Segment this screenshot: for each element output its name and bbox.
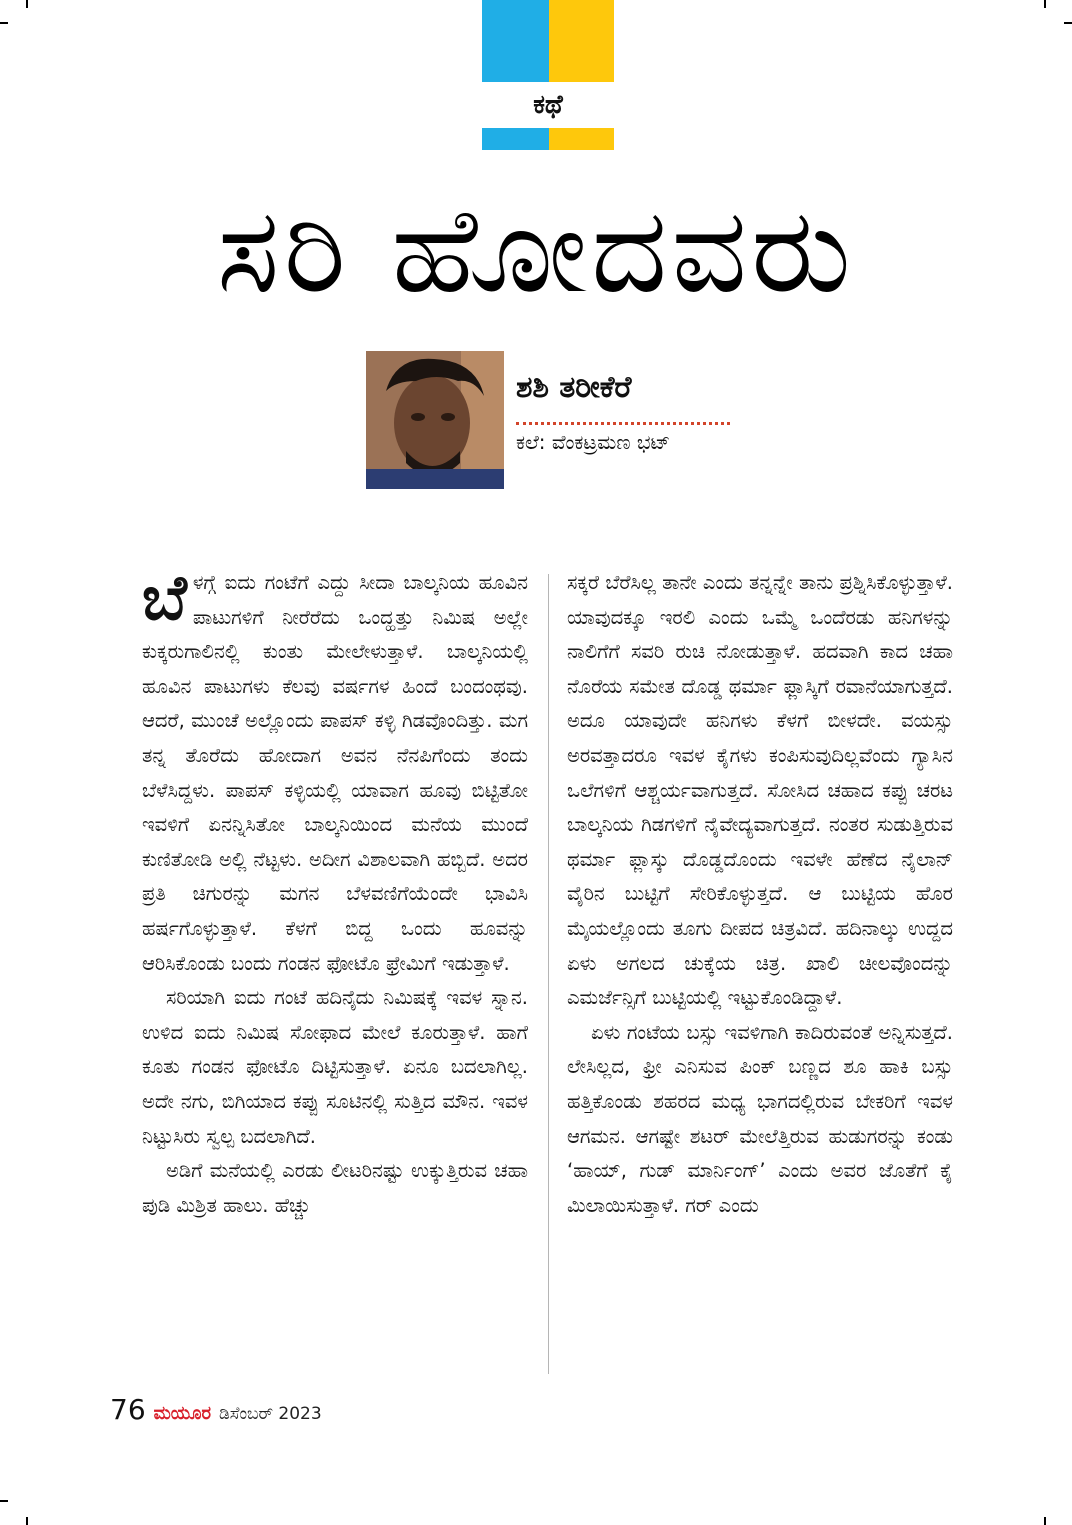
column-divider: [548, 574, 549, 1374]
crop-mark: [0, 1500, 8, 1502]
section-block-yellow: [549, 0, 614, 82]
author-name: ಶಶಿ ತರೀಕೆರೆ: [516, 370, 632, 405]
crop-mark: [1044, 0, 1046, 8]
crop-mark: [0, 22, 8, 24]
author-portrait-icon: [366, 351, 504, 489]
article-column-1: [142, 566, 528, 1384]
story-headline: ಸರಿ ಹೋದವರು: [216, 181, 856, 319]
author-dotted-divider: [516, 422, 730, 425]
page-number: 76: [110, 1393, 146, 1426]
crop-mark: [26, 0, 28, 8]
crop-mark: [26, 1517, 28, 1525]
section-bar-yellow: [549, 128, 614, 150]
crop-mark: [1044, 1517, 1046, 1525]
magazine-logo: ಮಯೂರ: [153, 1403, 212, 1424]
article-column-2: [567, 566, 953, 1384]
article-paragraph: ಸಕ್ಕರೆ ಬೆರೆಸಿಲ್ಲ ತಾನೇ ಎಂದು ತನ್ನನ್ನೇ ತಾನು ಪ್ರಶ್ನಿಸಿಕೊಳ್ಳುತ್ತಾಳೆ. ಯಾವುದಕ್ಕೂ ಇರಲಿ ಎಂದು ಒಮ್ಮೆ ಒಂದೆರಡು ಹನಿಗಳನ್ನು ನಾಲಿಗೆಗೆ ಸವರಿ ರುಚಿ ನೋಡುತ್ತಾಳೆ. ಹದವಾಗಿ ಕಾದ ಚಹಾ ನೊರೆಯ ಸಮೇತ ದೊಡ್ಡ ಥರ್ಮಾ ಫ್ಲಾಸ್ಕಿಗೆ ರವಾನೆಯಾಗುತ್ತದೆ. ಅದೂ ಯಾವುದೇ ಹನಿಗಳು ಕೆಳಗೆ ಬೀಳದೇ. ವಯಸ್ಸು ಅರವತ್ತಾದರೂ ಇವಳ ಕೈಗಳು ಕಂಪಿಸುವುದಿಲ್ಲವೆಂದು ಗ್ಯಾಸಿನ ಒಲೆಗಳಿಗೆ ಆಶ್ಚರ್ಯವಾಗುತ್ತದೆ. ಸೋಸಿದ ಚಹಾದ ಕಪ್ಪು ಚರಟ ಬಾಲ್ಕನಿಯ ಗಿಡಗಳಿಗೆ ನೈವೇದ್ಯವಾಗುತ್ತದೆ. ನಂತರ ಸುಡುತ್ತಿರುವ ಥರ್ಮಾ ಫ್ಲಾಸ್ಕು ದೊಡ್ಡದೊಂದು ಇವಳೇ ಹೆಣೆದ ನೈಲಾನ್ ವೈರಿನ ಬುಟ್ಟಿಗೆ ಸೇರಿಕೊಳ್ಳುತ್ತದೆ. ಆ ಬುಟ್ಟಿಯ ಹೊರ ಮೈಯಲ್ಲೊಂದು ತೂಗು ದೀಪದ ಚಿತ್ರವಿದೆ. ಹದಿನಾಲ್ಕು ಉದ್ದದ ಏಳು ಅಗಲದ ಚುಕ್ಕೆಯ ಚಿತ್ರ. ಖಾಲಿ ಚೀಲವೊಂದನ್ನು ಎಮರ್ಜೆನ್ಸಿಗೆ ಬುಟ್ಟಿಯಲ್ಲಿ ಇಟ್ಟುಕೊಂಡಿದ್ದಾಳೆ.: [567, 571, 953, 1010]
article-paragraph: ಏಳು ಗಂಟೆಯ ಬಸ್ಸು ಇವಳಿಗಾಗಿ ಕಾದಿರುವಂತೆ ಅನ್ನಿಸುತ್ತದೆ. ಲೇಸಿಲ್ಲದ, ಫ್ರೀ ಎನಿಸುವ ಪಿಂಕ್ ಬಣ್ಣದ ಶೂ ಹಾಕಿ ಬಸ್ಸು ಹತ್ತಿಕೊಂಡು ಶಹರದ ಮಧ್ಯ ಭಾಗದಲ್ಲಿರುವ ಬೇಕರಿಗೆ ಇವಳ ಆಗಮನ. ಆಗಷ್ಟೇ ಶಟರ್ ಮೇಲೆತ್ತಿರುವ ಹುಡುಗರನ್ನು ಕಂಡು ‘ಹಾಯ್, ಗುಡ್ ಮಾರ್ನಿಂಗ್’ ಎಂದು ಅವರ ಜೊತೆಗೆ ಕೈ ಮಿಲಾಯಿಸುತ್ತಾಳೆ. ಗರ್ ಎಂದು: [567, 1020, 953, 1217]
section-block-blue: [482, 0, 549, 82]
drop-cap: ಬೆ: [142, 566, 187, 634]
issue-date: ಡಿಸೆಂಬರ್ 2023: [219, 1404, 322, 1424]
art-credit: ಕಲೆ: ವೆಂಕಟ್ರಮಣ ಭಟ್: [516, 430, 671, 454]
article-paragraph: ಅಡಿಗೆ ಮನೆಯಲ್ಲಿ ಎರಡು ಲೀಟರಿನಷ್ಟು ಉಕ್ಕುತ್ತಿರುವ ಚಹಾ ಪುಡಿ ಮಿಶ್ರಿತ ಹಾಲು. ಹೆಚ್ಚು: [142, 1159, 528, 1217]
section-label: ಕಥೆ: [533, 90, 563, 120]
article-paragraph: ಸರಿಯಾಗಿ ಐದು ಗಂಟೆ ಹದಿನೈದು ನಿಮಿಷಕ್ಕೆ ಇವಳ ಸ್ನಾನ. ಉಳಿದ ಐದು ನಿಮಿಷ ಸೋಫಾದ ಮೇಲೆ ಕೂರುತ್ತಾಳೆ. ಹಾಗೆ ಕೂತು ಗಂಡನ ಫೋಟೊ ದಿಟ್ಟಿಸುತ್ತಾಳೆ. ಏನೂ ಬದಲಾಗಿಲ್ಲ. ಅದೇ ನಗು, ಬಿಗಿಯಾದ ಕಪ್ಪು ಸೂಟಿನಲ್ಲಿ ಸುತ್ತಿದ ಮೌನ. ಇವಳ ನಿಟ್ಟುಸಿರು ಸ್ವಲ್ಪ ಬದಲಾಗಿದೆ.: [142, 986, 528, 1148]
author-photo: [366, 351, 504, 489]
article-paragraph: ಬೆಳಗ್ಗೆ ಐದು ಗಂಟೆಗೆ ಎದ್ದು ಸೀದಾ ಬಾಲ್ಕನಿಯ ಹೂವಿನ ಪಾಟುಗಳಿಗೆ ನೀರೆರೆದು ಒಂದ್ಹತ್ತು ನಿಮಿಷ ಅಲ್ಲೇ ಕುಕ್ಕರುಗಾಲಿನಲ್ಲಿ ಕುಂತು ಮೇಲೇಳುತ್ತಾಳೆ. ಬಾಲ್ಕನಿಯಲ್ಲಿ ಹೂವಿನ ಪಾಟುಗಳು ಕೆಲವು ವರ್ಷಗಳ ಹಿಂದೆ ಬಂದಂಥವು. ಆದರೆ, ಮುಂಚೆ ಅಲ್ಲೊಂದು ಪಾಪಸ್ ಕಳ್ಳಿ ಗಿಡವೊಂದಿತ್ತು. ಮಗ ತನ್ನ ತೊರೆದು ಹೋದಾಗ ಅವನ ನೆನಪಿಗೆಂದು ತಂದು ಬೆಳೆಸಿದ್ದಳು. ಪಾಪಸ್ ಕಳ್ಳಿಯಲ್ಲಿ ಯಾವಾಗ ಹೂವು ಬಿಟ್ಟಿತೋ ಇವಳಿಗೆ ಏನನ್ನಿಸಿತೋ ಬಾಲ್ಕನಿಯಿಂದ ಮನೆಯ ಮುಂದೆ ಕುಣಿತೋಡಿ ಅಲ್ಲಿ ನೆಟ್ಟಳು. ಅದೀಗ ವಿಶಾಲವಾಗಿ ಹಬ್ಬಿದೆ. ಅದರ ಪ್ರತಿ ಚಿಗುರನ್ನು ಮಗನ ಬೆಳವಣಿಗೆಯೆಂದೇ ಭಾವಿಸಿ ಹರ್ಷಗೊಳ್ಳುತ್ತಾಳೆ. ಕೆಳಗೆ ಬಿದ್ದ ಒಂದು ಹೂವನ್ನು ಆರಿಸಿಕೊಂಡು ಬಂದು ಗಂಡನ ಫೋಟೊ ಫ್ರೇಮಿಗೆ ಇಡುತ್ತಾಳೆ.: [142, 566, 528, 975]
section-bar-blue: [482, 128, 549, 150]
crop-mark: [1064, 22, 1072, 24]
page-footer: [110, 1393, 322, 1433]
